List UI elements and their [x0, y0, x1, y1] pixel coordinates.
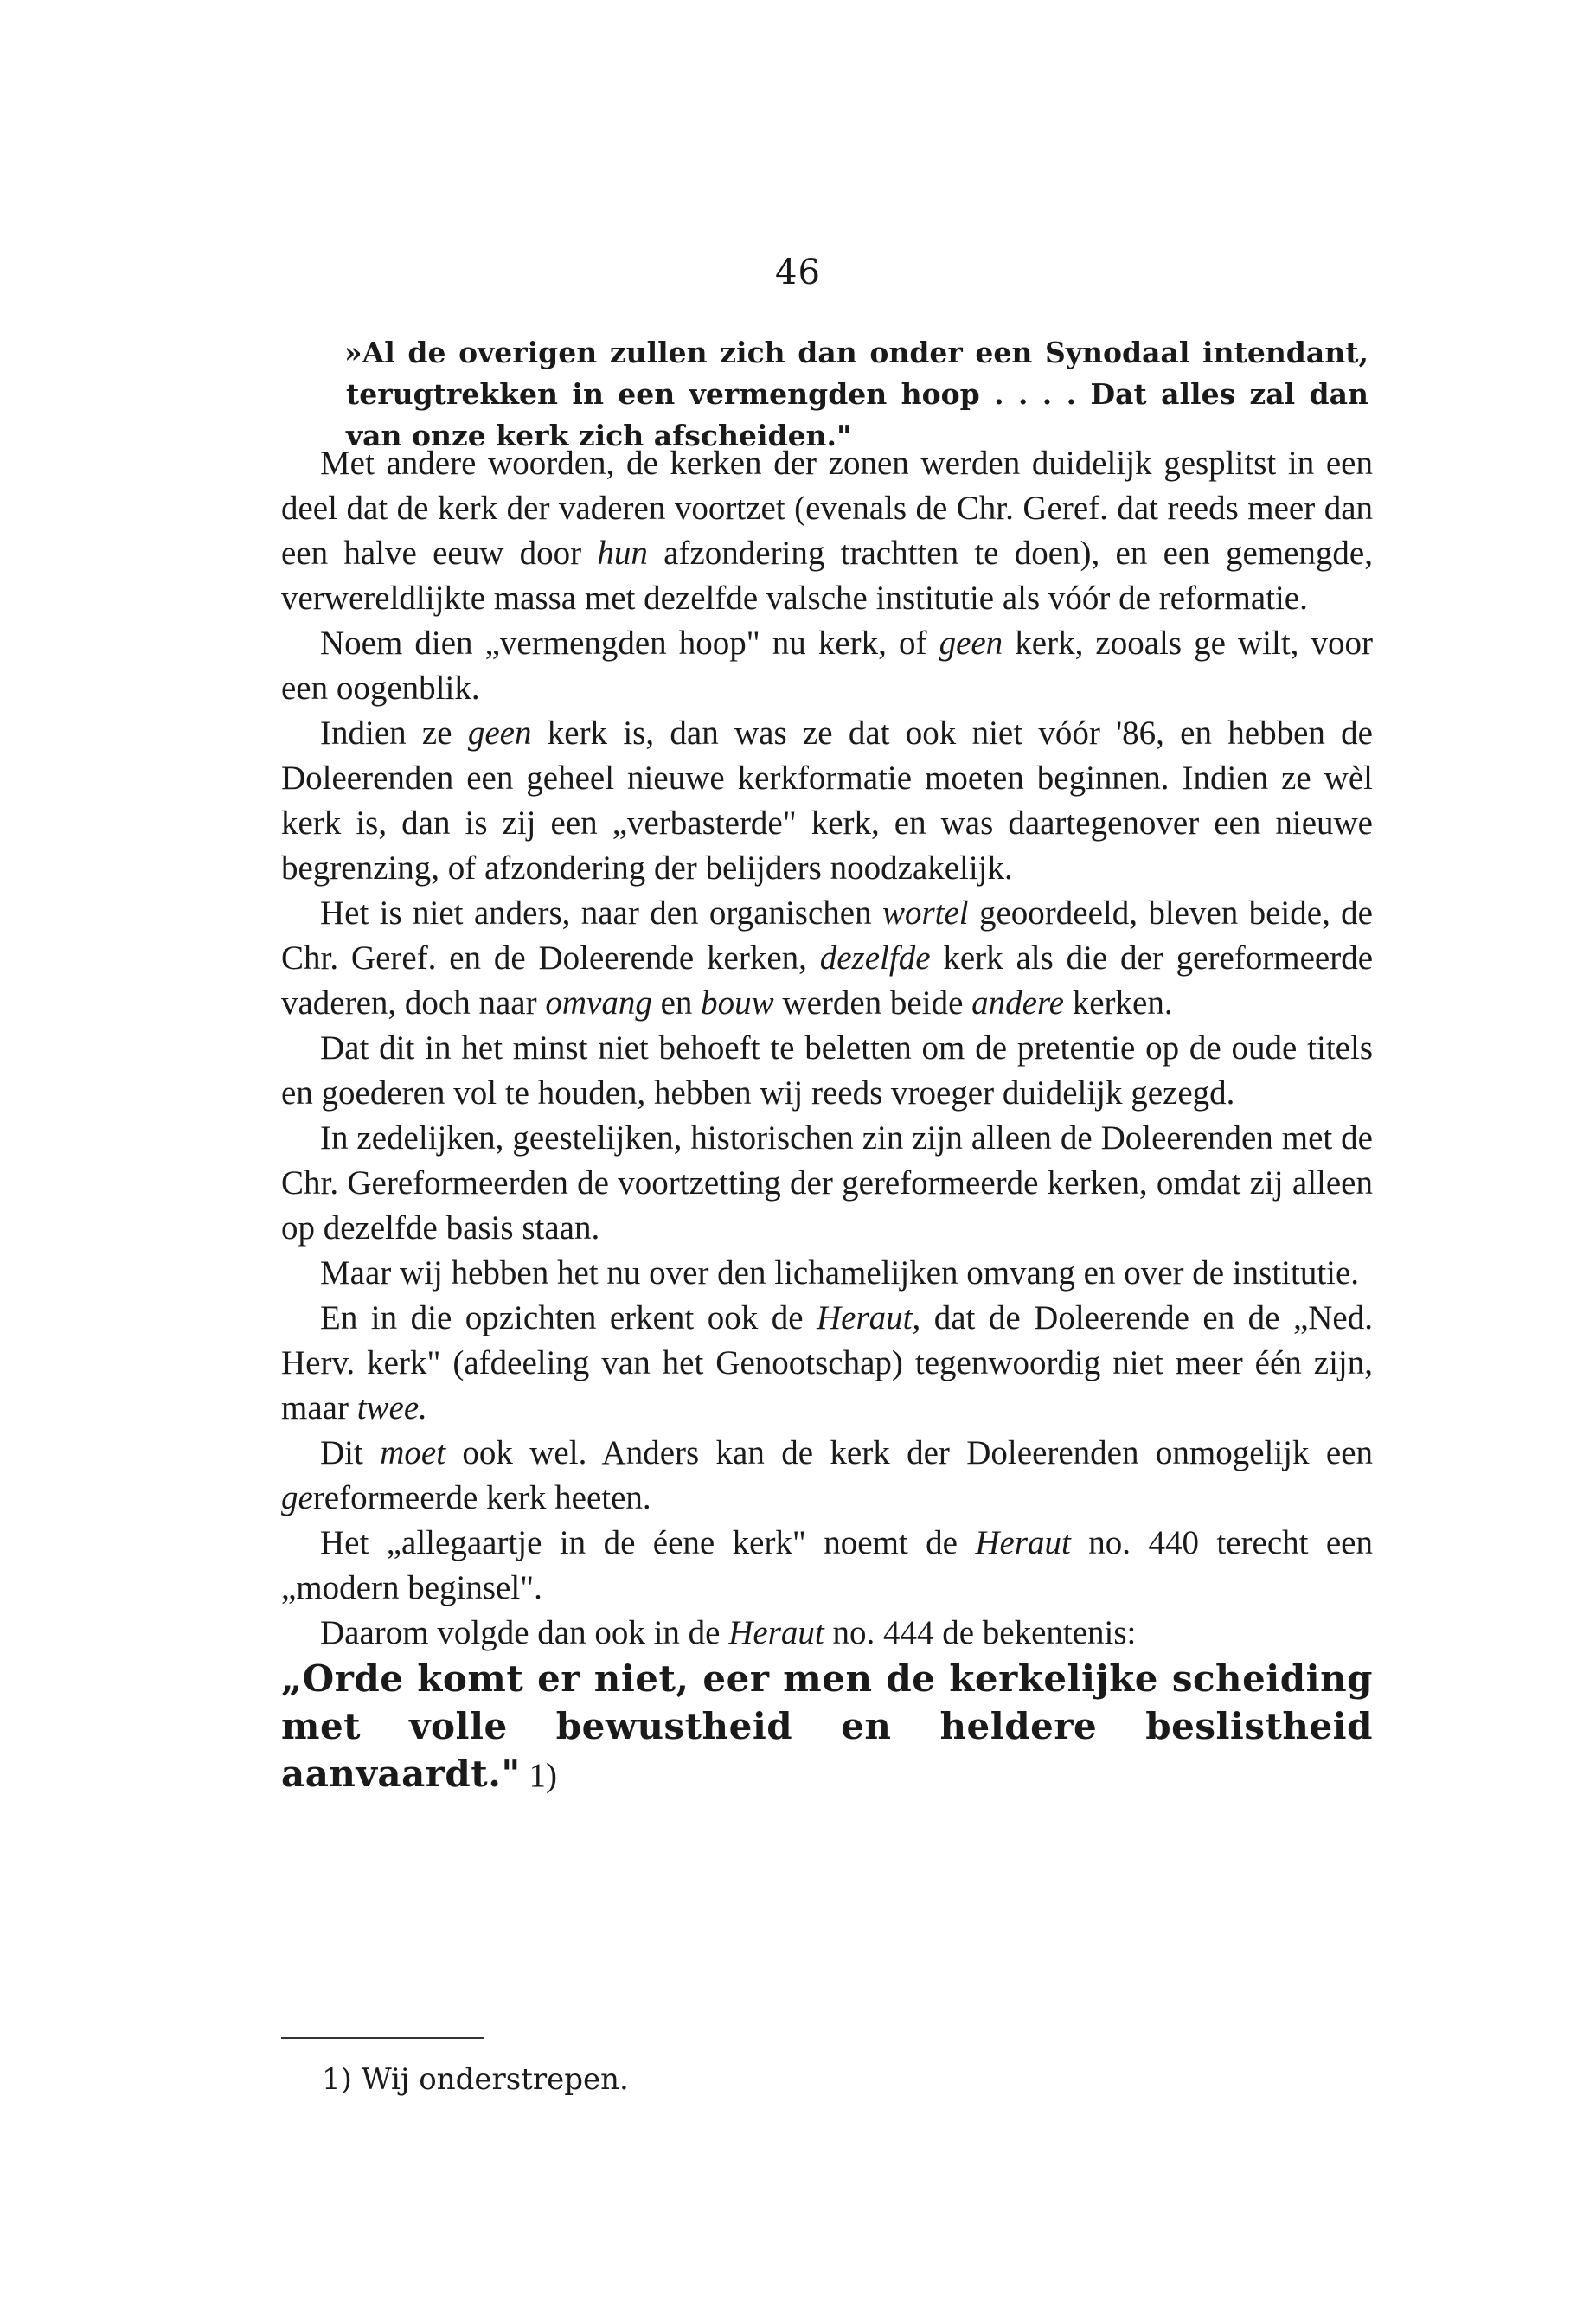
italic-run: dezelfde — [819, 939, 931, 977]
italic-run: andere — [971, 984, 1064, 1022]
footnote-reference: 1) — [520, 1757, 557, 1794]
emphasized-quote: „Orde komt er niet, eer men de kerkelijke scheiding met volle bewustheid en heldere beslistheid aanvaardt." — [281, 1657, 1373, 1795]
quoted-passage: »Al de overigen zullen zich dan onder een Synodaal intendant, terugtrekken in een vermengden hoop . . . . Dat alles zal dan van onze kerk zich afscheiden." — [344, 336, 1368, 452]
italic-run: moet — [380, 1434, 446, 1471]
text-run: Het is niet anders, naar den organischen — [320, 894, 882, 932]
text-run: geoordeeld, bleven beide, de Chr. Geref. en de Doleerende kerken, — [281, 894, 1373, 977]
text-run: Het „allegaartje in de éene kerk" noemt de — [320, 1524, 976, 1561]
paragraph — [281, 1296, 1373, 1431]
text-run: kerken. — [1064, 984, 1173, 1022]
text-run: werden beide — [773, 984, 972, 1022]
body-text — [281, 441, 1373, 1798]
text-run: Dit — [320, 1434, 381, 1471]
text-run: In zedelijken, geestelijken, historischen zin zijn alleen de Doleerenden met de Chr. Gereformeerden de voortzetting der gereformeerde kerken, omdat zij alleen op dezelfde basis staan. — [281, 1119, 1373, 1247]
italic-run: ge — [281, 1479, 313, 1516]
italic-run: geen — [939, 625, 1003, 662]
paragraph — [281, 1116, 1373, 1251]
italic-run: twee. — [356, 1389, 427, 1426]
text-run: kerk is, dan was ze dat ook niet vóór '86, en hebben de Doleerenden een geheel nieuwe kerkformatie moeten beginnen. Indien ze wèl kerk is, dan is zij een „verbasterde" kerk, en was daartegenover een nieuwe begrenzing, of afzondering der belijders noodzakelijk. — [281, 715, 1373, 887]
footnote-rule — [281, 2037, 484, 2039]
paragraph — [281, 1026, 1373, 1116]
text-run: kerk, zooals ge wilt, voor een oogenblik. — [281, 625, 1373, 707]
text-run: kerk als die der gereformeerde vaderen, doch naar — [281, 939, 1374, 1022]
italic-run: hun — [597, 535, 648, 572]
paragraph — [281, 1521, 1373, 1611]
italic-run: Heraut — [975, 1524, 1071, 1561]
paragraph — [281, 621, 1373, 711]
text-run: no. 444 de bekentenis: — [824, 1614, 1137, 1651]
italic-run: Heraut — [728, 1614, 824, 1651]
text-run: Dat dit in het minst niet behoeft te beletten om de pretentie op de oude titels en goederen vol te houden, hebben wij reeds vroeger duidelijk gezegd. — [281, 1029, 1373, 1112]
paragraph — [281, 1251, 1373, 1296]
text-run: afzondering trachtten te doen), en een gemengde, verwereldlijkte massa met dezelfde valsche institutie als vóór de reformatie. — [281, 535, 1373, 617]
italic-run: bouw — [701, 984, 774, 1022]
paragraph — [281, 1431, 1373, 1521]
italic-run: wortel — [881, 894, 969, 932]
paragraph — [281, 711, 1373, 891]
italic-run: omvang — [545, 984, 652, 1022]
text-run: en — [651, 984, 702, 1022]
paragraph — [281, 891, 1373, 1026]
text-run: Met andere woorden, de kerken der zonen werden duidelijk gesplitst in een deel dat de kerk der vaderen voortzet (evenals de Chr. Geref. dat reeds meer dan een halve eeuw door — [281, 445, 1373, 572]
italic-run: geen — [467, 715, 532, 752]
footnote: 1) Wij onderstrepen. — [322, 2062, 629, 2097]
text-run: , dat de Doleerende en de „Ned. Herv. kerk" (afdeeling van het Genootschap) tegenwoordig niet meer één zijn, maar — [281, 1299, 1373, 1426]
text-run: Noem dien „vermengden hoop" nu kerk, of — [320, 625, 939, 662]
italic-run: Heraut — [817, 1299, 913, 1336]
text-run: Maar wij hebben het nu over den lichamelijken omvang en over de institutie. — [320, 1254, 1360, 1292]
page-number: 46 — [775, 253, 821, 292]
text-run: En in die opzichten erkent ook de — [320, 1299, 817, 1336]
text-run: ook wel. Anders kan de kerk der Doleerenden onmogelijk een — [445, 1434, 1374, 1471]
paragraph — [281, 1611, 1373, 1798]
text-run: reformeerde kerk heeten. — [312, 1479, 651, 1516]
text-run: no. 440 terecht een „modern beginsel". — [281, 1524, 1373, 1606]
text-run: Indien ze — [320, 715, 468, 752]
paragraph — [281, 441, 1373, 621]
text-run: Daarom volgde dan ook in de — [320, 1614, 729, 1651]
